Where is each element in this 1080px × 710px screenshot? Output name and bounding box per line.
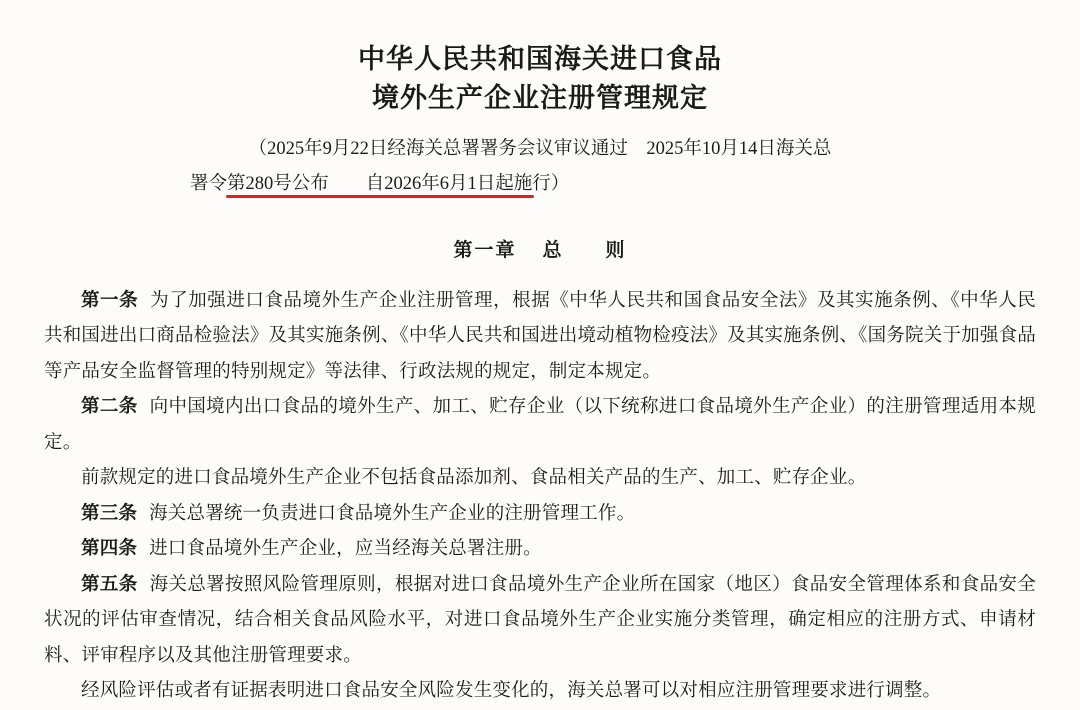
article-text: 前款规定的进口食品境外生产企业不包括食品添加剂、食品相关产品的生产、加工、贮存企业。 bbox=[81, 468, 867, 489]
red-highlight-underline bbox=[226, 195, 534, 198]
article-paragraph bbox=[44, 284, 1036, 391]
promulgation-info bbox=[190, 132, 890, 200]
chapter-name: 总 则 bbox=[542, 239, 627, 261]
chapter-heading bbox=[44, 235, 1036, 262]
article-paragraph bbox=[44, 674, 1036, 710]
document-body bbox=[44, 284, 1036, 710]
article-label: 第二条 bbox=[81, 397, 138, 418]
article-label: 第四条 bbox=[81, 539, 138, 560]
article-paragraph bbox=[44, 461, 1036, 497]
article-label: 第三条 bbox=[81, 503, 138, 524]
article-text: 为了加强进口食品境外生产企业注册管理，根据《中华人民共和国食品安全法》及其实施条例、《中华人民共和国进出口商品检验法》及其实施条例、《中华人民共和国进出境动植物检疫法》及其实施条例、《国务院关于加强食品等产品安全监督管理的特别规定》等法律、行政法规的规定，制定本规定。 bbox=[44, 290, 1036, 382]
promulgation-line-2-wrap bbox=[190, 167, 569, 201]
article-paragraph bbox=[44, 497, 1036, 533]
article-paragraph bbox=[44, 568, 1036, 675]
article-paragraph bbox=[44, 390, 1036, 461]
article-text: 进口食品境外生产企业，应当经海关总署注册。 bbox=[149, 539, 542, 560]
document-title-line-2: 境外生产企业注册管理规定 bbox=[372, 83, 708, 114]
article-label: 第一条 bbox=[81, 290, 139, 311]
promulgation-line-1: （2025年9月22日经海关总署署务会议审议通过 2025年10月14日海关总 bbox=[248, 139, 832, 160]
article-text: 向中国境内出口食品的境外生产、加工、贮存企业（以下统称进口食品境外生产企业）的注册管理适用本规定。 bbox=[44, 397, 1036, 453]
promulgation-line-2: 署令第280号公布 自2026年6月1日起施行） bbox=[190, 173, 570, 194]
document-title bbox=[220, 40, 860, 118]
article-text: 海关总署按照风险管理原则，根据对进口食品境外生产企业所在国家（地区）食品安全管理体系和食品安全状况的评估审查情况，结合相关食品风险水平，对进口食品境外生产企业实施分类管理，确定相应的注册方式、申请材料、评审程序以及其他注册管理要求。 bbox=[44, 574, 1036, 666]
article-paragraph bbox=[44, 532, 1036, 568]
article-text: 海关总署统一负责进口食品境外生产企业的注册管理工作。 bbox=[149, 503, 636, 524]
article-label: 第五条 bbox=[81, 574, 138, 595]
document-title-line-1: 中华人民共和国海关进口食品 bbox=[358, 44, 722, 74]
article-text: 经风险评估或者有证据表明进口食品安全风险发生变化的，海关总署可以对相应注册管理要求进行调整。 bbox=[81, 681, 942, 702]
chapter-number: 第一章 bbox=[453, 239, 517, 261]
